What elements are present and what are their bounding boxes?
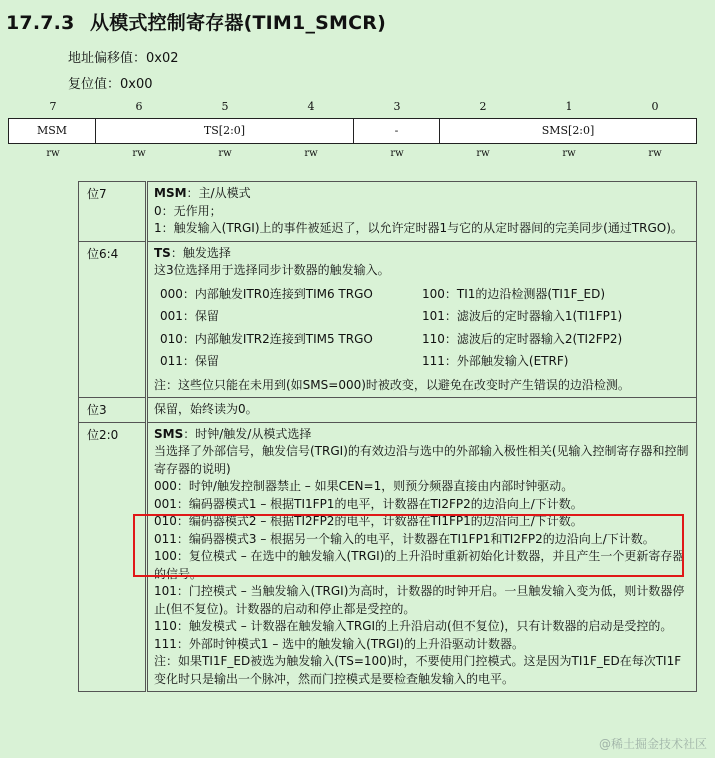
description-line: 000：时钟/触发控制器禁止 – 如果CEN=1，则预分频器直接由内部时钟驱动。	[154, 479, 574, 493]
access-label: rw	[46, 148, 60, 159]
bit-description	[147, 241, 697, 398]
description-line: 011：编码器模式3 – 根据另一个输入的电平，计数器在TI1FP1和TI2FP2的边沿向上/下计数。	[154, 531, 655, 546]
reset-value: 复位值：0x00	[68, 77, 153, 92]
access-label: rw	[648, 148, 662, 159]
note-line: 注：这些位只能在未用到(如SMS=000)时被改变，以避免在改变时产生错误的边沿检测。	[154, 377, 630, 392]
bit-description	[147, 422, 697, 692]
description-line: 001：编码器模式1 – 根据TI1FP1的电平，计数器在TI2FP2的边沿向上/下计数。	[154, 496, 583, 511]
bit-number: 3	[393, 100, 401, 113]
field-msm: MSM	[36, 124, 68, 137]
option-item: 001：保留	[160, 309, 219, 323]
field-title: ：时钟/触发/从模式选择	[183, 426, 312, 441]
access-label: rw	[304, 148, 318, 159]
option-list	[160, 286, 690, 371]
section-number: 17.7.3	[6, 12, 75, 34]
bit-description-table	[78, 181, 697, 692]
access-label: rw	[132, 148, 146, 159]
description-line: 当选择了外部信号，触发信号(TRGI)的有效边沿与选中的外部输入极性相关(见输入控制寄存器和控制寄存器的说明)	[154, 444, 689, 476]
bit-label: 位7	[79, 182, 147, 242]
option-item: 101：滤波后的定时器输入1(TI1FP1)	[422, 309, 623, 323]
option-item: 111：外部触发输入(ETRF)	[422, 354, 569, 368]
section-heading	[6, 8, 386, 35]
option-item: 000：内部触发ITR0连接到TIM6 TRGO	[160, 286, 373, 301]
description-line: 这3位选择用于选择同步计数器的触发输入。	[154, 263, 390, 277]
watermark: @稀土掘金技术社区	[598, 737, 707, 751]
bit-label: 位2:0	[79, 422, 147, 692]
bit-description	[147, 182, 697, 242]
bit-label: 位6:4	[79, 241, 147, 398]
bit-number-row	[10, 100, 699, 114]
option-item: 100：TI1的边沿检测器(TI1F_ED)	[422, 286, 606, 301]
section-title: 从模式控制寄存器(TIM1_SMCR)	[90, 12, 386, 34]
bit-number: 7	[49, 100, 57, 113]
description-line: 0：无作用；	[154, 203, 222, 218]
field-ts: TS[2:0]	[95, 119, 353, 143]
field-name: TS	[154, 245, 171, 260]
field-name: MSM	[154, 186, 187, 200]
bit-number: 1	[565, 100, 573, 113]
field-sms: SMS[2:0]	[439, 119, 696, 143]
address-offset: 地址偏移值：0x02	[68, 51, 179, 66]
bit-label: 位3	[79, 398, 147, 423]
option-item: 110：滤波后的定时器输入2(TI2FP2)	[422, 331, 623, 346]
field-name: SMS	[154, 426, 184, 441]
bit-number: 0	[651, 100, 659, 113]
description-line: 1：触发输入(TRGI)上的事件被延迟了，以允许定时器1与它的从定时器间的完美同步(通过TRGO)。	[154, 221, 683, 235]
access-row	[10, 148, 699, 162]
bit-number: 5	[221, 100, 229, 113]
table-row-ts	[79, 241, 697, 398]
field-reserved: -	[353, 119, 439, 143]
bit-number: 4	[307, 100, 315, 113]
access-label: rw	[476, 148, 490, 159]
access-label: rw	[218, 148, 232, 159]
access-label: rw	[390, 148, 404, 159]
option-item: 011：保留	[160, 354, 219, 368]
description-line: 010：编码器模式2 – 根据TI2FP2的电平，计数器在TI1FP1的边沿向上/下计数。	[154, 514, 583, 528]
description-line: 111：外部时钟模式1 – 选中的触发输入(TRGI)的上升沿驱动计数器。	[154, 636, 525, 651]
description-line: 100：复位模式 – 在选中的触发输入(TRGI)的上升沿时重新初始化计数器，并且产生一个更新寄存器的信号。	[154, 549, 685, 581]
option-item: 010：内部触发ITR2连接到TIM5 TRGO	[160, 331, 373, 346]
field-title: ：触发选择	[170, 245, 231, 260]
table-row-reserved	[79, 398, 697, 423]
description-line: 101：门控模式 – 当触发输入(TRGI)为高时，计数器的时钟开启。一旦触发输入变为低，则计数器停止(但不复位)。计数器的启动和停止都是受控的。	[154, 584, 685, 616]
field-title: ：主/从模式	[186, 186, 251, 200]
bit-number: 6	[135, 100, 143, 113]
table-row-msm	[79, 182, 697, 242]
access-label: rw	[562, 148, 576, 159]
note-line: 注：如果TI1F_ED被选为触发输入(TS=100)时，不要使用门控模式。这是因为TI1F_ED在每次TI1F变化时只是输出一个脉冲，然而门控模式是要检查触发输入的电平。	[154, 654, 682, 686]
table-row-sms	[79, 422, 697, 692]
register-bit-map	[8, 118, 697, 144]
bit-description: 保留，始终读为0。	[147, 398, 697, 423]
description-line: 110：触发模式 – 计数器在触发输入TRGI的上升沿启动(但不复位)，只有计数器的启动是受控的。	[154, 619, 673, 633]
bit-number: 2	[479, 100, 487, 113]
